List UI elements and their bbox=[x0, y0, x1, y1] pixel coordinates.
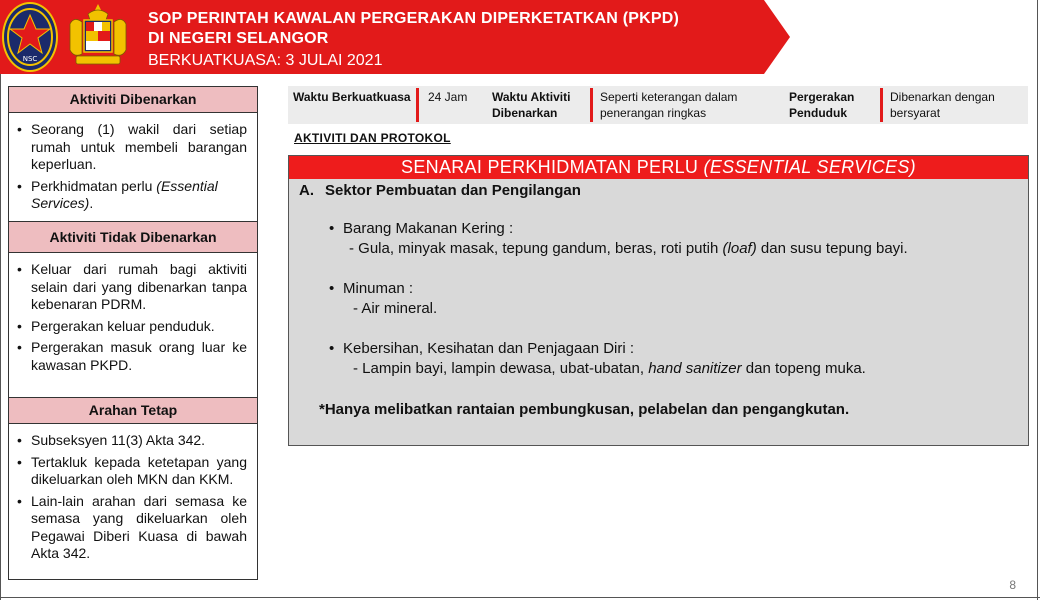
coat-of-arms-icon bbox=[62, 2, 134, 70]
list-item-allowed-2-prefix: Perkhidmatan perlu bbox=[31, 177, 157, 194]
services-title-italic: (ESSENTIAL SERVICES) bbox=[703, 157, 916, 177]
nsc-logo bbox=[2, 2, 58, 72]
header-title-line1: SOP PERINTAH KAWALAN PERGERAKAN DIPERKETATKAN (PKPD) bbox=[148, 10, 680, 27]
service-category-2-name: Minuman : bbox=[343, 280, 414, 297]
service-category-1: • Barang Makanan Kering : bbox=[329, 220, 514, 237]
list-standing-orders bbox=[9, 432, 257, 567]
services-box bbox=[288, 155, 1029, 446]
list-item-not-allowed-1: • Keluar dari rumah bagi aktiviti selain dari yang dibenarkan tanpa kebenaran PDRM. bbox=[9, 261, 257, 314]
list-item-allowed-2-italic: (Essential Services) bbox=[31, 177, 218, 211]
service-detail-2-prefix: - Air mineral. bbox=[353, 300, 438, 317]
service-detail-1 bbox=[349, 240, 908, 257]
section-head-standing-orders: Arahan Tetap bbox=[9, 397, 257, 424]
service-category-3: • Kebersihan, Kesihatan dan Penjagaan Diri : bbox=[329, 340, 635, 357]
service-detail-3-suffix: dan topeng muka. bbox=[741, 360, 866, 377]
page-number: 8 bbox=[1009, 578, 1016, 592]
list-item-not-allowed-2: • Pergerakan keluar penduduk. bbox=[9, 318, 257, 336]
nsc-logo-text: NSC bbox=[22, 55, 38, 63]
info-time-label: Waktu Berkuatkuasa bbox=[293, 90, 411, 104]
nsc-emblem-icon bbox=[6, 7, 54, 67]
info-divider-1 bbox=[416, 88, 419, 122]
list-item-allowed-2-suffix: . bbox=[89, 195, 94, 211]
service-category-2: • Minuman : bbox=[329, 280, 414, 297]
info-bar bbox=[288, 86, 1028, 124]
frame-right-border bbox=[1037, 0, 1038, 600]
info-movement-value: Dibenarkan dengan bersyarat bbox=[890, 90, 995, 120]
services-note: *Hanya melibatkan rantaian pembungkusan, pelabelan dan pengangkutan. bbox=[319, 401, 850, 418]
services-title-prefix: SENARAI PERKHIDMATAN PERLU bbox=[401, 157, 704, 177]
frame-left-border bbox=[0, 0, 1, 600]
header-title-line2: DI NEGERI SELANGOR bbox=[148, 30, 329, 47]
service-detail-1-italic: (loaf) bbox=[722, 240, 757, 257]
list-item-standing-1: • Subseksyen 11(3) Akta 342. bbox=[9, 432, 257, 450]
list-item-allowed-2 bbox=[9, 178, 257, 213]
list-allowed bbox=[9, 121, 257, 217]
info-activity-time-label: Waktu Aktiviti Dibenarkan bbox=[492, 90, 571, 120]
info-movement-label: Pergerakan Penduduk bbox=[789, 90, 855, 120]
protocol-label: AKTIVITI DAN PROTOKOL bbox=[294, 131, 451, 145]
info-divider-3 bbox=[880, 88, 883, 122]
header-title bbox=[148, 9, 679, 49]
left-panel bbox=[8, 86, 258, 580]
header-effective-date: BERKUATKUASA: 3 JULAI 2021 bbox=[148, 52, 383, 69]
services-title bbox=[289, 156, 1028, 179]
service-category-3-name: Kebersihan, Kesihatan dan Penjagaan Diri : bbox=[343, 340, 635, 357]
service-detail-3-italic: hand sanitizer bbox=[648, 360, 742, 377]
sector-title-text: Sektor Pembuatan dan Pengilangan bbox=[325, 182, 581, 199]
info-activity-time-value: Seperti keterangan dalam penerangan ringkas bbox=[600, 90, 738, 120]
sector-letter: A. bbox=[299, 182, 314, 199]
sector-title bbox=[299, 182, 581, 199]
service-category-1-name: Barang Makanan Kering : bbox=[343, 220, 514, 237]
list-not-allowed bbox=[9, 261, 257, 378]
service-detail-2 bbox=[353, 300, 437, 317]
info-divider-2 bbox=[590, 88, 593, 122]
service-detail-1-suffix: dan susu tepung bayi. bbox=[756, 240, 908, 257]
frame-bottom-border bbox=[0, 597, 1040, 598]
section-head-not-allowed: Aktiviti Tidak Dibenarkan bbox=[9, 221, 257, 253]
service-detail-3-prefix: - Lampin bayi, lampin dewasa, ubat-ubatan, bbox=[353, 360, 649, 377]
section-head-allowed: Aktiviti Dibenarkan bbox=[9, 86, 257, 113]
list-item-not-allowed-3: • Pergerakan masuk orang luar ke kawasan PKPD. bbox=[9, 339, 257, 374]
malaysia-crest-logo bbox=[62, 2, 134, 70]
info-time-value: 24 Jam bbox=[428, 90, 468, 104]
list-item-allowed-1: • Seorang (1) wakil dari setiap rumah untuk membeli barangan keperluan. bbox=[9, 121, 257, 174]
list-item-standing-2: • Tertakluk kepada ketetapan yang dikeluarkan oleh MKN dan KKM. bbox=[9, 454, 257, 489]
list-item-standing-3: • Lain-lain arahan dari semasa ke semasa yang dikeluarkan oleh Pegawai Diberi Kuasa di bawah Akta 342. bbox=[9, 493, 257, 563]
service-detail-1-prefix: - Gula, minyak masak, tepung gandum, beras, roti putih bbox=[349, 240, 723, 257]
service-detail-3 bbox=[353, 360, 866, 377]
